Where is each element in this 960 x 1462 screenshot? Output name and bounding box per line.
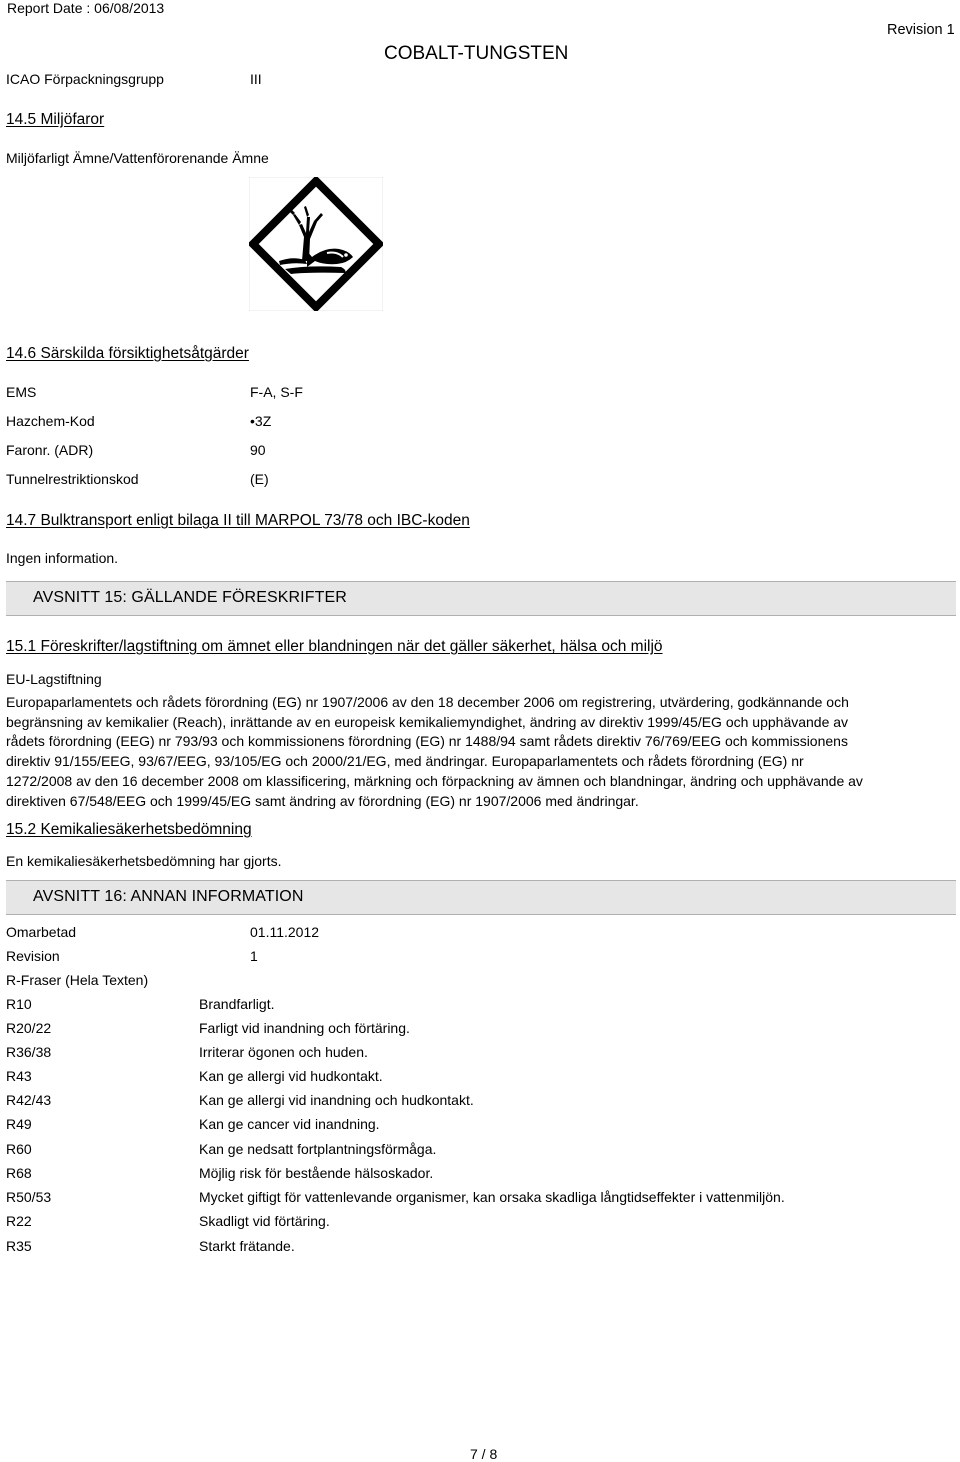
section-15-2-heading: 15.2 Kemikaliesäkerhetsbedömning xyxy=(6,821,252,838)
r-phrase-code: R68 xyxy=(6,1165,32,1181)
r-phrase-row xyxy=(6,1189,936,1209)
r-phrase-row xyxy=(6,1068,936,1088)
r-phrase-text: Kan ge nedsatt fortplantningsförmåga. xyxy=(199,1141,437,1157)
r-phrase-code: R49 xyxy=(6,1116,32,1132)
r-phrase-row xyxy=(6,1092,936,1112)
r-fraser-label: R-Fraser (Hela Texten) xyxy=(6,972,149,988)
r-phrase-text: Mycket giftigt för vattenlevande organismer, kan orsaka skadliga långtidseffekter i vattenmiljön. xyxy=(199,1189,785,1205)
eu-lagstiftning-label: EU-Lagstiftning xyxy=(6,671,102,687)
page-number: 7 / 8 xyxy=(470,1446,498,1462)
r-phrase-code: R43 xyxy=(6,1068,32,1084)
r-phrase-row xyxy=(6,1116,936,1136)
section-16-banner xyxy=(6,880,956,915)
icao-value: III xyxy=(250,71,262,87)
r-phrase-code: R22 xyxy=(6,1213,32,1229)
environment-hazard-text: Miljöfarligt Ämne/Vattenförorenande Ämne xyxy=(6,150,269,166)
legislation-line: direktiven 67/548/EEG och 1999/45/EG samt ändring av förordning (EG) nr 1907/2006 med ändringar. xyxy=(6,792,639,809)
section-14-7-heading: 14.7 Bulktransport enligt bilaga II till MARPOL 73/78 och IBC-koden xyxy=(6,512,470,529)
legislation-line: 1272/2008 av den 16 december 2008 om klassificering, märkning och förpackning av ämnen och blandningar, ändring och upphävande av xyxy=(6,772,863,789)
r-phrase-code: R36/38 xyxy=(6,1044,52,1060)
r-phrase-code: R42/43 xyxy=(6,1092,52,1108)
report-date: Report Date : 06/08/2013 xyxy=(7,0,165,16)
section-14-7-text: Ingen information. xyxy=(6,550,119,566)
section-14-6-heading: 14.6 Särskilda försiktighetsåtgärder xyxy=(6,345,249,362)
faronr-value: 90 xyxy=(250,442,266,458)
hazchem-value: •3Z xyxy=(250,413,272,429)
r-phrase-code: R10 xyxy=(6,996,32,1012)
icao-label: ICAO Förpackningsgrupp xyxy=(6,71,164,87)
section-16-title: AVSNITT 16: ANNAN INFORMATION xyxy=(33,888,304,905)
section-15-1-heading: 15.1 Föreskrifter/lagstiftning om ämnet eller blandningen när det gäller säkerhet, hälsa och miljö xyxy=(6,638,663,655)
r-phrase-row xyxy=(6,1020,936,1040)
omarbetad-value: 01.11.2012 xyxy=(250,924,320,940)
hazchem-label: Hazchem-Kod xyxy=(6,413,95,429)
r-phrase-code: R60 xyxy=(6,1141,32,1157)
r-phrase-row xyxy=(6,1238,936,1258)
r-phrase-text: Kan ge allergi vid hudkontakt. xyxy=(199,1068,383,1084)
r-phrase-row xyxy=(6,1044,936,1064)
product-name: COBALT-TUNGSTEN xyxy=(384,43,569,64)
dead-tree-fish-icon xyxy=(249,177,383,311)
r-phrase-text: Brandfarligt. xyxy=(199,996,275,1012)
faronr-label: Faronr. (ADR) xyxy=(6,442,94,458)
section-14-5-heading: 14.5 Miljöfaror xyxy=(6,111,105,128)
r-phrase-text: Farligt vid inandning och förtäring. xyxy=(199,1020,410,1036)
eu-legislation-text xyxy=(6,693,926,811)
ems-label: EMS xyxy=(6,384,37,400)
revision-row-value: 1 xyxy=(250,948,258,964)
revision-label: Revision 1 xyxy=(887,22,955,38)
r-phrase-row xyxy=(6,1213,936,1233)
r-phrase-text: Starkt frätande. xyxy=(199,1238,295,1254)
section-15-2-text: En kemikaliesäkerhetsbedömning har gjorts. xyxy=(6,853,282,869)
revision-row-label: Revision xyxy=(6,948,60,964)
r-phrase-text: Irriterar ögonen och huden. xyxy=(199,1044,368,1060)
r-phrase-text: Kan ge cancer vid inandning. xyxy=(199,1116,380,1132)
omarbetad-label: Omarbetad xyxy=(6,924,77,940)
r-phrase-code: R50/53 xyxy=(6,1189,52,1205)
legislation-line: begränsning av kemikalier (Reach), inrättande av en europeisk kemikaliemyndighet, ändring av direktiv 1999/45/EG och upphävande av xyxy=(6,713,849,730)
section-15-banner xyxy=(6,581,956,616)
r-phrase-row xyxy=(6,1165,936,1185)
ems-value: F-A, S-F xyxy=(250,384,303,400)
r-phrase-row xyxy=(6,996,936,1016)
r-phrase-code: R20/22 xyxy=(6,1020,52,1036)
tunnel-label: Tunnelrestriktionskod xyxy=(6,471,139,487)
legislation-line: direktiv 91/155/EEG, 93/67/EEG, 93/105/EG och 2000/21/EG, med ändringar. Europaparlamentets och rådets förordning (EG) nr xyxy=(6,753,804,770)
r-phrase-text: Möjlig risk för bestående hälsoskador. xyxy=(199,1165,434,1181)
tunnel-value: (E) xyxy=(250,471,269,487)
section-15-title: AVSNITT 15: GÄLLANDE FÖRESKRIFTER xyxy=(33,589,347,606)
r-phrase-row xyxy=(6,1141,936,1161)
environment-hazard-pictogram xyxy=(249,177,383,311)
r-phrase-code: R35 xyxy=(6,1238,32,1254)
r-phrase-text: Kan ge allergi vid inandning och hudkontakt. xyxy=(199,1092,474,1108)
legislation-line: Europaparlamentets och rådets förordning (EG) nr 1907/2006 av den 18 december 2006 om registrering, utvärdering, godkännande och xyxy=(6,694,849,710)
r-phrase-text: Skadligt vid förtäring. xyxy=(199,1213,330,1229)
legislation-line: rådets förordning (EEG) nr 793/93 och kommissionens förordning (EG) nr 1488/94 samt rådets direktiv 76/769/EEG och kommissionens xyxy=(6,733,848,750)
